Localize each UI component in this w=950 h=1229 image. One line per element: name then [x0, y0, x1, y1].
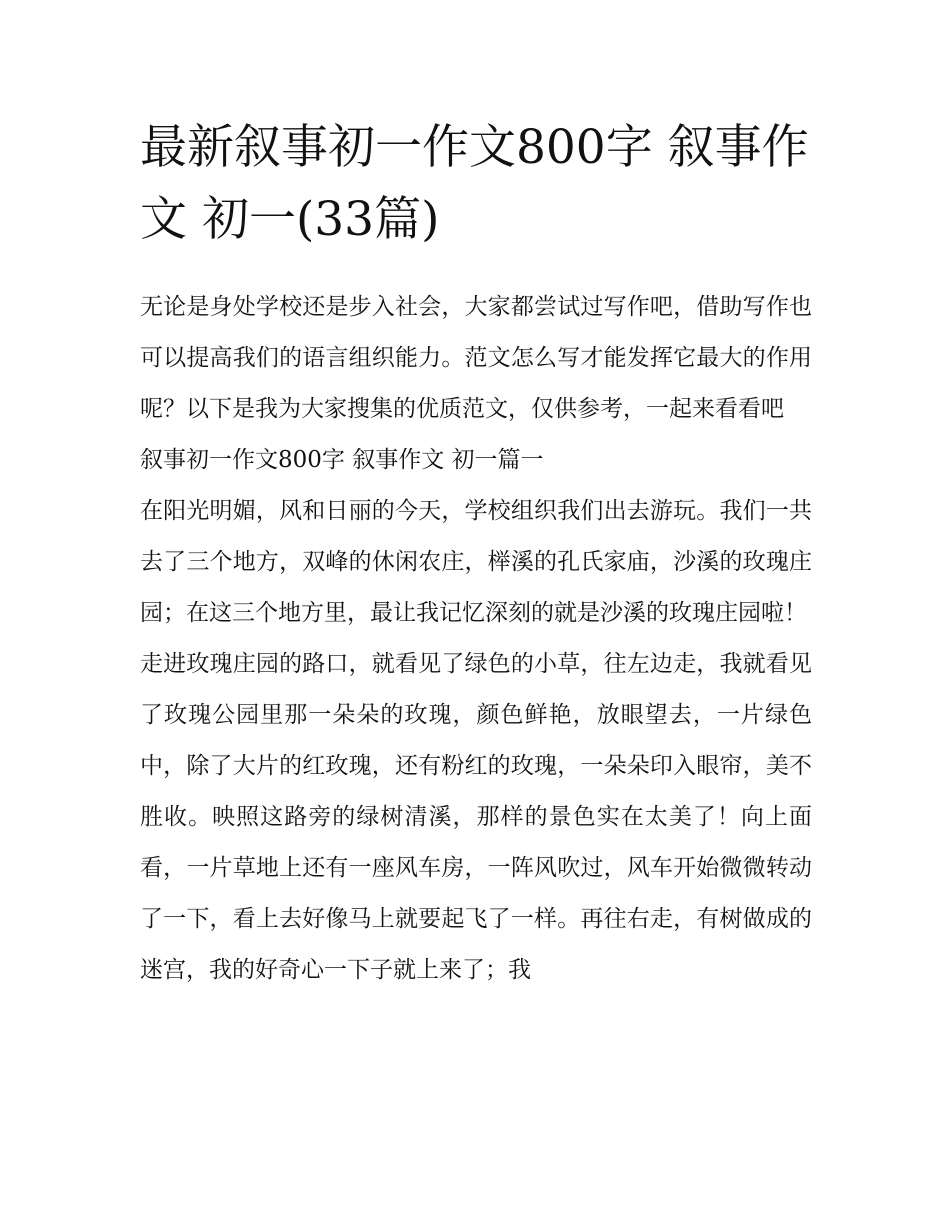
body-paragraph-2: 走进玫瑰庄园的路口，就看见了绿色的小草，往左边走，我就看见了玫瑰公园里那一朵朵的玫瑰，颜色鲜艳，放眼望去，一片绿色中，除了大片的红玫瑰，还有粉红的玫瑰，一朵朵印入眼帘，美不胜收。映照这路旁的绿树清溪，那样的景色实在太美了！向上面看，一片草地上还有一座风车房，一阵风吹过，风车开始微微转动了一下，看上去好像马上就要起飞了一样。再往右走，有树做成的迷宫，我的好奇心一下子就上来了；我	[140, 651, 812, 983]
document-title: 最新叙事初一作文800字 叙事作文 初一(33篇)	[140, 120, 809, 247]
section-heading: 叙事初一作文800字 叙事作文 初一篇一	[140, 447, 544, 473]
document-body	[140, 282, 812, 996]
intro-paragraph: 无论是身处学校还是步入社会，大家都尝试过写作吧，借助写作也可以提高我们的语言组织能力。范文怎么写才能发挥它最大的作用呢？以下是我为大家搜集的优质范文，仅供参考，一起来看看吧	[140, 294, 812, 422]
body-paragraph-1: 在阳光明媚，风和日丽的今天，学校组织我们出去游玩。我们一共去了三个地方，双峰的休闲农庄，榉溪的孔氏家庙，沙溪的玫瑰庄园；在这三个地方里，最让我记忆深刻的就是沙溪的玫瑰庄园啦！	[140, 498, 812, 626]
document-page	[140, 112, 812, 996]
